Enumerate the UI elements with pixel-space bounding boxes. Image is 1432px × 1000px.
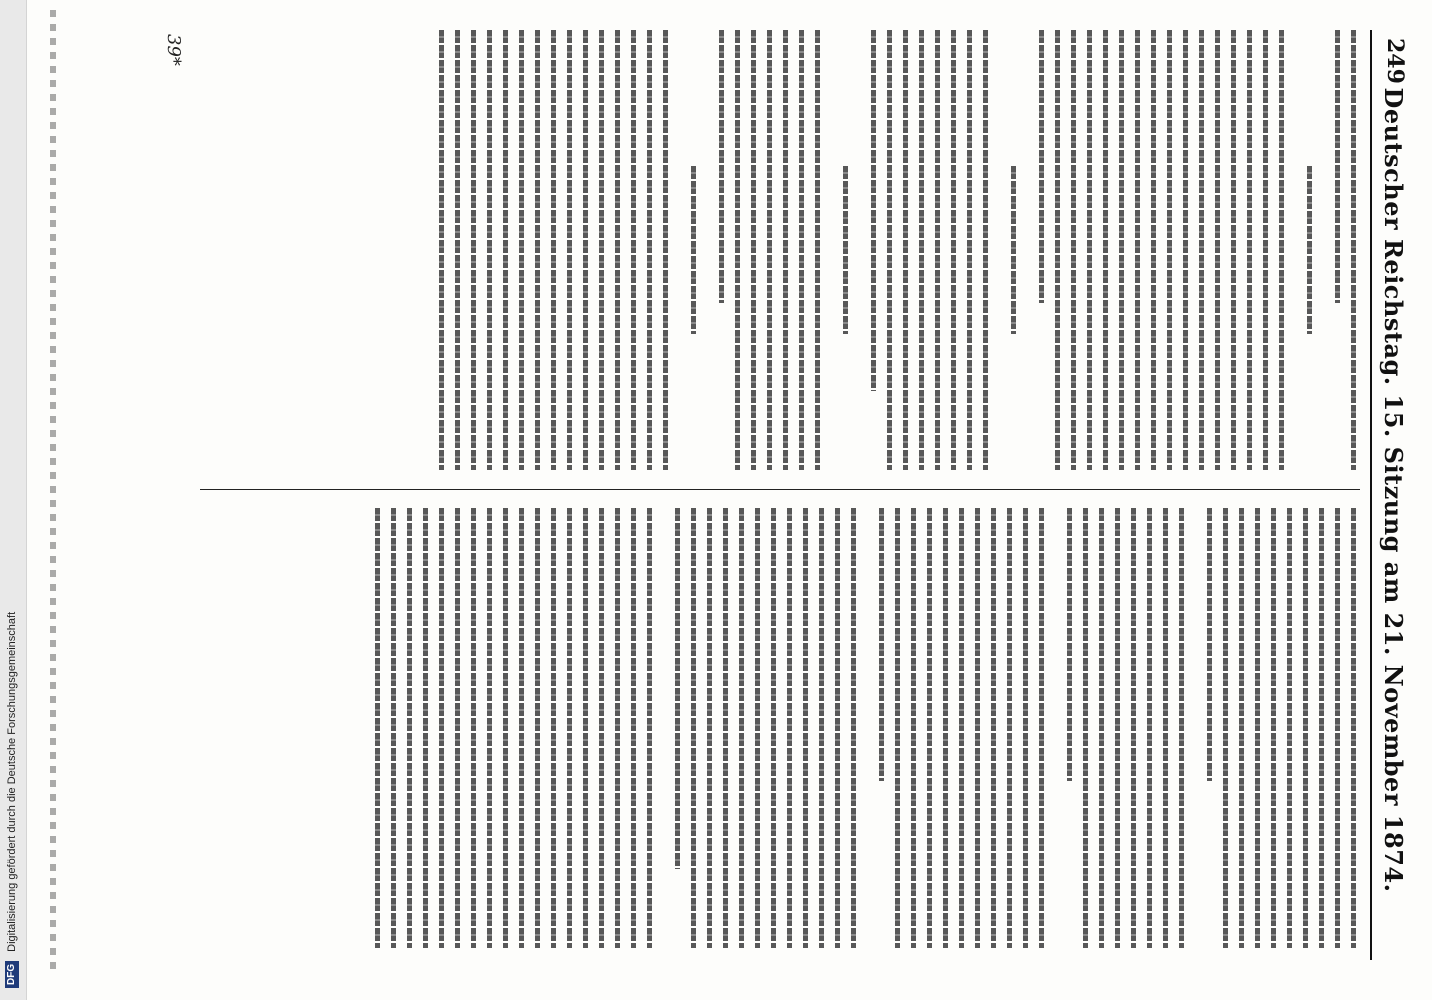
text-line: [1271, 508, 1276, 948]
text-line: [631, 508, 636, 948]
paragraph-gap: [696, 30, 708, 470]
text-line: [471, 508, 476, 948]
text-line: [487, 30, 492, 470]
text-line: [663, 30, 668, 470]
text-line: [1039, 508, 1044, 948]
text-line: [1147, 508, 1152, 948]
text-line: [647, 508, 652, 948]
text-line: [967, 30, 972, 470]
text-line: [615, 508, 620, 948]
text-line: [455, 30, 460, 470]
text-line: [1151, 30, 1156, 470]
column-left: [428, 30, 1356, 470]
text-line: [1055, 30, 1060, 470]
text-line: [471, 30, 476, 470]
paragraph-gap: [1284, 30, 1296, 470]
paragraph-gap: [668, 30, 680, 470]
text-line: [1303, 508, 1308, 948]
text-line: [735, 30, 740, 470]
text-line: [1279, 30, 1284, 470]
text-line: [959, 508, 964, 948]
text-line: [1039, 30, 1044, 303]
text-line: [851, 508, 856, 948]
text-line: [1103, 30, 1108, 470]
text-line: [919, 30, 924, 470]
text-line: [1023, 508, 1028, 948]
text-line: [535, 508, 540, 948]
text-line: [1351, 30, 1356, 470]
text-line: [391, 508, 396, 948]
text-line: [1247, 30, 1252, 470]
text-line: [615, 30, 620, 470]
text-line: [815, 30, 820, 470]
text-line: [1011, 166, 1016, 333]
text-line: [535, 30, 540, 470]
text-line: [983, 30, 988, 470]
text-line: [1071, 30, 1076, 470]
text-line: [1131, 508, 1136, 948]
paragraph-gap: [1312, 30, 1324, 470]
paragraph-gap: [652, 508, 664, 948]
text-line: [1223, 508, 1228, 948]
sidebar-notice-row: [1, 0, 23, 1000]
text-line: [631, 30, 636, 470]
text-line: [783, 30, 788, 470]
text-line: [691, 508, 696, 948]
text-line: [927, 508, 932, 948]
paragraph-gap: [856, 508, 868, 948]
text-line: [991, 508, 996, 948]
text-line: [551, 30, 556, 470]
text-line: [1207, 508, 1212, 781]
text-line: [803, 508, 808, 948]
text-line: [1287, 508, 1292, 948]
text-line: [879, 508, 884, 781]
text-line: [519, 508, 524, 948]
column-right: [364, 508, 1356, 948]
paragraph-gap: [848, 30, 860, 470]
text-line: [503, 508, 508, 948]
paragraph-gap: [1184, 508, 1196, 948]
text-line: [439, 508, 444, 948]
text-line: [887, 30, 892, 470]
text-line: [751, 30, 756, 470]
text-line: [1119, 30, 1124, 470]
text-line: [551, 508, 556, 948]
paragraph-gap: [820, 30, 832, 470]
text-line: [871, 30, 876, 391]
paragraph-gap: [1044, 508, 1056, 948]
text-line: [1099, 508, 1104, 948]
text-line: [975, 508, 980, 948]
text-line: [723, 508, 728, 948]
text-line: [1307, 166, 1312, 333]
text-line: [911, 508, 916, 948]
text-line: [943, 508, 948, 948]
text-line: [1351, 508, 1356, 948]
text-line: [1239, 508, 1244, 948]
text-line: [1087, 30, 1092, 470]
dfg-logo-icon: DFG: [5, 961, 19, 988]
text-line: [567, 30, 572, 470]
sidebar-notice: Digitalisierung gefördert durch die Deutsche Forschungsgemeinschaft: [6, 611, 18, 952]
text-line: [1263, 30, 1268, 470]
text-line: [1083, 508, 1088, 948]
text-line: [1007, 508, 1012, 948]
text-line: [439, 30, 444, 470]
text-line: [1183, 30, 1188, 470]
text-line: [1115, 508, 1120, 948]
text-line: [935, 30, 940, 470]
text-line: [1167, 30, 1172, 470]
text-line: [799, 30, 804, 470]
text-line: [739, 508, 744, 948]
header-rule: [1370, 30, 1372, 960]
text-line: [1335, 30, 1340, 303]
text-line: [1335, 508, 1340, 948]
text-line: [1067, 508, 1072, 781]
text-line: [755, 508, 760, 948]
text-line: [835, 508, 840, 948]
text-line: [455, 508, 460, 948]
column-divider: [200, 489, 1360, 490]
text-line: [1215, 30, 1220, 470]
text-line: [599, 508, 604, 948]
text-line: [707, 508, 712, 948]
text-line: [1179, 508, 1184, 948]
text-line: [767, 30, 772, 470]
page-number: 249: [1382, 38, 1408, 84]
text-line: [903, 30, 908, 470]
text-line: [771, 508, 776, 948]
signature-mark: 39*: [163, 34, 184, 66]
text-line: [843, 166, 848, 333]
text-line: [1319, 508, 1324, 948]
text-line: [1255, 508, 1260, 948]
text-line: [503, 30, 508, 470]
text-line: [423, 508, 428, 948]
text-line: [583, 30, 588, 470]
rotated-print-page: [36, 10, 1416, 970]
text-line: [375, 508, 380, 948]
text-line: [487, 508, 492, 948]
text-line: [895, 508, 900, 948]
scan-bleed-edge: [50, 10, 56, 970]
text-line: [519, 30, 524, 470]
sidebar-strip: [0, 0, 27, 1000]
text-line: [1135, 30, 1140, 470]
text-line: [599, 30, 604, 470]
text-line: [1231, 30, 1236, 470]
text-line: [567, 508, 572, 948]
paragraph-gap: [1016, 30, 1028, 470]
text-line: [951, 30, 956, 470]
text-line: [675, 508, 680, 869]
text-line: [819, 508, 824, 948]
text-line: [407, 508, 412, 948]
text-line: [647, 30, 652, 470]
text-line: [691, 166, 696, 333]
text-line: [583, 508, 588, 948]
text-line: [787, 508, 792, 948]
running-header: Deutscher Reichstag. 15. Sitzung am 21. November 1874.: [1379, 87, 1408, 893]
text-line: [719, 30, 724, 303]
paragraph-gap: [988, 30, 1000, 470]
text-line: [1199, 30, 1204, 470]
text-line: [1163, 508, 1168, 948]
